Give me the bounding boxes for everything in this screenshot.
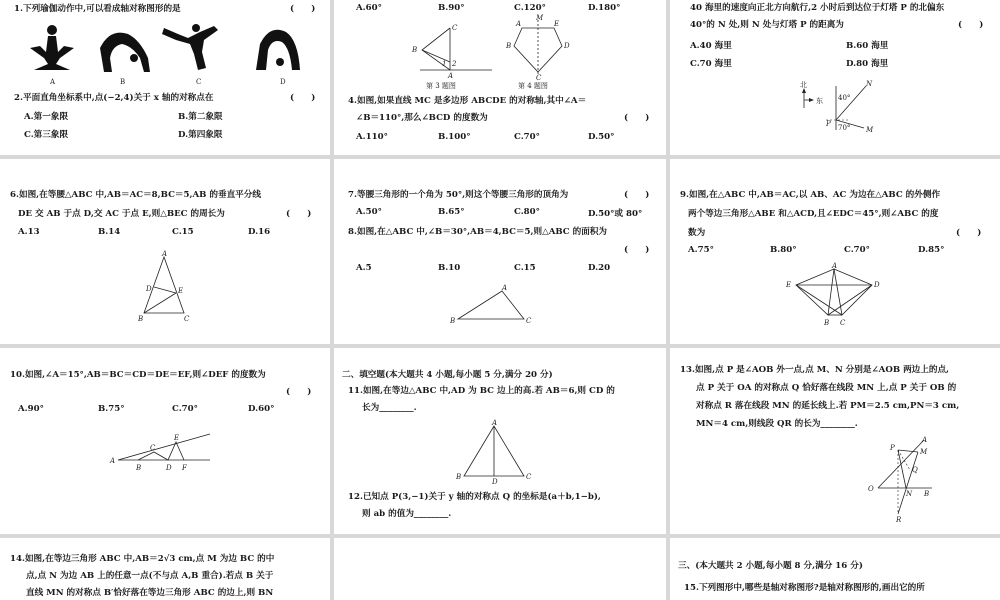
q10-paren: ( ): [286, 387, 312, 397]
q13-line1: 13.如图,点 P 是∠AOB 外一点,点 M、N 分别是∠AOB 两边上的点,: [680, 365, 950, 375]
fig9-label-d: D: [874, 281, 880, 289]
figure-q5: [790, 78, 900, 148]
yoga-figures: [0, 18, 330, 98]
q6-option-a: A.13: [18, 227, 40, 237]
panel-q9: [670, 159, 1000, 344]
q4-line1: 4.如图,如果直线 MC 是多边形 ABCDE 的对称轴,其中∠A＝: [348, 96, 587, 106]
panel-section3: [670, 538, 1000, 600]
q8-option-a: A.5: [356, 263, 372, 273]
q2-paren: ( ): [290, 93, 316, 103]
q6-paren: ( ): [286, 209, 312, 219]
fig6-label-b: B: [138, 315, 144, 323]
panel-q1-q2: [0, 0, 330, 155]
q9-option-b: B.80°: [770, 245, 797, 255]
q9-line2: 两个等边三角形△ABE 和△ACD,且∠EDC＝45°,则∠ABC 的度: [688, 209, 939, 219]
q7-option-b: B.65°: [438, 207, 465, 217]
yoga-figure-b: [100, 33, 150, 72]
figure-q10: [110, 430, 230, 480]
q7-paren: ( ): [624, 190, 650, 200]
fig10-label-f: F: [182, 464, 187, 472]
fig3-label-2: 2: [452, 60, 457, 68]
q4-option-c: C.70°: [514, 132, 540, 142]
q5-option-d: D.80 海里: [846, 59, 889, 69]
fig11-label-b: B: [456, 473, 462, 481]
fig4-label-d: D: [564, 42, 570, 50]
q6-line1: 6.如图,在等腰△ABC 中,AB＝AC＝8,BC＝5,AB 的垂直平分线: [10, 190, 261, 200]
q6-option-b: B.14: [98, 227, 121, 237]
fig4-label-e: E: [554, 20, 560, 28]
q5-option-c: C.70 海里: [690, 59, 732, 69]
q12-line2: 则 ab 的值为________.: [362, 509, 452, 519]
fig5-label-70: 70°: [838, 124, 851, 132]
fig3-label-c: C: [452, 24, 458, 32]
fig4-label-m: M: [536, 14, 544, 22]
q13-line4: MN＝4 cm,则线段 QR 的长为________.: [696, 419, 858, 429]
q5-line2: 40°的 N 处,则 N 处与灯塔 P 的距离为: [690, 20, 844, 30]
q15-stem: 15.下列图形中,哪些是轴对称图形?是轴对称图形的,画出它的所: [684, 583, 925, 593]
q9-option-a: A.75°: [688, 245, 714, 255]
q7-stem: 7.等腰三角形的一个角为 50°,则这个等腰三角形的顶角为: [348, 190, 569, 200]
fig11-label-c: C: [526, 473, 532, 481]
q5-option-b: B.60 海里: [846, 41, 889, 51]
fig6-label-d: D: [146, 285, 152, 293]
q4-option-b: B.100°: [438, 132, 471, 142]
panel-blank: [334, 538, 666, 600]
fig10-label-c: C: [150, 444, 156, 452]
yoga-label-b: B: [120, 78, 126, 86]
q11-line2: 长为________.: [362, 403, 417, 413]
figure-q8: [448, 283, 548, 333]
q10-option-c: C.70°: [172, 404, 198, 414]
figure-q3: [406, 14, 506, 90]
q7-option-c: C.80°: [514, 207, 540, 217]
q2-option-b: B.第二象限: [178, 112, 223, 122]
fig9-label-e: E: [786, 281, 792, 289]
q6-option-c: C.15: [172, 227, 194, 237]
fig4-caption: 第 4 题图: [518, 82, 548, 90]
yoga-label-d: D: [280, 78, 286, 86]
figure-q11: [452, 420, 542, 486]
fig4-label-b: B: [506, 42, 512, 50]
fig9-label-a: A: [832, 262, 838, 270]
fig8-label-b: B: [450, 317, 456, 325]
fig4-label-a: A: [516, 20, 522, 28]
panel-q7-q8: [334, 159, 666, 344]
q13-line2: 点 P 关于 OA 的对称点 Q 恰好落在线段 MN 上,点 P 关于 OB 的: [696, 383, 957, 393]
q14-line2: 点,点 N 为边 AB 上的任意一点(不与点 A,B 重合).若点 B 关于: [26, 571, 274, 581]
q3-option-d: D.180°: [588, 3, 621, 13]
panel-q13: [670, 348, 1000, 534]
fig3-label-1: 1: [442, 60, 447, 68]
fig13-label-r: R: [896, 516, 902, 524]
figure-q9: [784, 263, 894, 329]
fig5-label-p: P: [826, 120, 831, 128]
q10-option-b: B.75°: [98, 404, 125, 414]
fig5-label-north: 北: [800, 81, 807, 89]
fig8-label-a: A: [502, 284, 508, 292]
panel-q5: [670, 0, 1000, 155]
q9-option-c: C.70°: [844, 245, 870, 255]
q4-line2: ∠B＝110°,那么∠BCD 的度数为: [356, 113, 488, 123]
figure-q6: [134, 251, 204, 331]
q3-option-b: B.90°: [438, 3, 465, 13]
q10-option-d: D.60°: [248, 404, 275, 414]
q2-option-c: C.第三象限: [24, 130, 69, 140]
q10-stem: 10.如图,∠A＝15°,AB＝BC＝CD＝DE＝EF,则∠DEF 的度数为: [10, 370, 266, 380]
fig5-label-m: M: [866, 126, 874, 134]
yoga-figure-d: [256, 30, 300, 70]
q2-stem: 2.平面直角坐标系中,点(−2,4)关于 x 轴的对称点在: [14, 93, 214, 103]
fig6-label-a: A: [162, 250, 168, 258]
yoga-label-a: A: [50, 78, 56, 86]
fig13-label-a: A: [922, 436, 928, 444]
fig3-caption: 第 3 题图: [426, 82, 456, 90]
yoga-figure-c: [162, 24, 218, 70]
q8-option-b: B.10: [438, 263, 461, 273]
q8-stem: 8.如图,在△ABC 中,∠B＝30°,AB＝4,BC＝5,则△ABC 的面积为: [348, 227, 607, 237]
q2-option-a: A.第一象限: [24, 112, 69, 122]
q5-line1: 40 海里的速度向正北方向航行,2 小时后到达位于灯塔 P 的北偏东: [690, 3, 945, 13]
q10-option-a: A.90°: [18, 404, 44, 414]
fig13-label-q: Q: [912, 466, 918, 474]
fig9-label-c: C: [840, 319, 846, 327]
fig4-label-c: C: [536, 74, 542, 82]
fig5-label-n: N: [866, 80, 873, 88]
section2-heading: 二、填空题(本大题共 4 小题,每小题 5 分,满分 20 分): [342, 370, 553, 380]
fig13-label-b: B: [924, 490, 930, 498]
fig10-label-d: D: [166, 464, 172, 472]
section3-heading: 三、(本大题共 2 小题,每小题 8 分,满分 16 分): [678, 561, 863, 571]
figure-q4: [498, 14, 588, 90]
fig11-label-a: A: [492, 419, 498, 427]
q3-option-a: A.60°: [356, 3, 382, 13]
fig13-label-o: O: [868, 485, 874, 493]
fig10-label-e: E: [174, 434, 180, 442]
fig8-label-c: C: [526, 317, 532, 325]
panel-q10: [0, 348, 330, 534]
q8-option-d: D.20: [588, 263, 611, 273]
q6-option-d: D.16: [248, 227, 271, 237]
yoga-figure-a: [30, 25, 74, 70]
q9-paren: ( ): [956, 228, 982, 238]
q14-line1: 14.如图,在等边三角形 ABC 中,AB＝2√3 cm,点 M 为边 BC 的中: [10, 554, 275, 564]
q8-paren: ( ): [624, 245, 650, 255]
fig13-label-m: M: [920, 448, 928, 456]
q6-line2: DE 交 AB 于点 D,交 AC 于点 E,则△BEC 的周长为: [18, 209, 225, 219]
q11-line1: 11.如图,在等边△ABC 中,AD 为 BC 边上的高.若 AB＝6,则 CD 的: [348, 386, 615, 396]
q9-line3: 数为: [688, 228, 706, 238]
q7-option-a: A.50°: [356, 207, 382, 217]
q4-paren: ( ): [624, 113, 650, 123]
q1-paren: ( ): [290, 4, 316, 14]
fig9-label-b: B: [824, 319, 830, 327]
fig13-label-p: P: [890, 444, 895, 452]
fig3-label-b: B: [412, 46, 418, 54]
panel-q14: [0, 538, 330, 600]
fig13-label-n: N: [906, 490, 913, 498]
panel-q3-q4: [334, 0, 666, 155]
fig6-label-c: C: [184, 315, 190, 323]
q5-paren: ( ): [958, 20, 984, 30]
fig6-label-e: E: [178, 287, 184, 295]
fig5-label-east: 东: [816, 97, 823, 105]
fig11-label-d: D: [492, 478, 498, 486]
q9-line1: 9.如图,在△ABC 中,AB＝AC,以 AB、AC 为边在△ABC 的外侧作: [680, 190, 941, 200]
q4-option-a: A.110°: [356, 132, 388, 142]
q12-line1: 12.已知点 P(3,−1)关于 y 轴的对称点 Q 的坐标是(a＋b,1−b),: [348, 492, 601, 502]
panel-fill-in: [334, 348, 666, 534]
fig3-label-a: A: [448, 72, 454, 80]
q9-option-d: D.85°: [918, 245, 945, 255]
q8-option-c: C.15: [514, 263, 536, 273]
q7-option-d: D.50°或 80°: [588, 209, 643, 219]
q5-option-a: A.40 海里: [690, 41, 732, 51]
fig5-label-40: 40°: [838, 94, 851, 102]
q3-option-c: C.120°: [514, 3, 546, 13]
q2-option-d: D.第四象限: [178, 130, 223, 140]
panel-q6: [0, 159, 330, 344]
fig10-label-a: A: [110, 457, 116, 465]
q4-option-d: D.50°: [588, 132, 615, 142]
yoga-label-c: C: [196, 78, 202, 86]
q13-line3: 对称点 R 落在线段 MN 的延长线上.若 PM＝2.5 cm,PN＝3 cm,: [696, 401, 960, 411]
figure-q13: [862, 438, 962, 524]
q14-line3: 直线 MN 的对称点 B′恰好落在等边三角形 ABC 的边上,则 BN: [26, 588, 274, 598]
fig10-label-b: B: [136, 464, 142, 472]
q1-stem: 1.下列瑜伽动作中,可以看成轴对称图形的是: [14, 4, 181, 14]
